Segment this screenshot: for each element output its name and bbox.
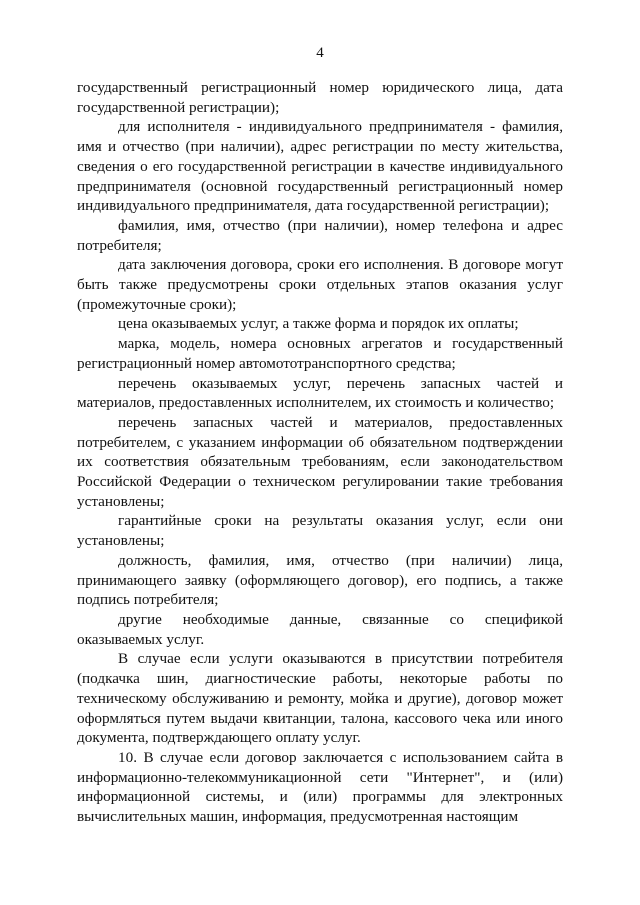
paragraph-consumer-details: фамилия, имя, отчество (при наличии), номер телефона и адрес потребителя; bbox=[77, 216, 563, 254]
paragraph-consumer-parts: перечень запасных частей и материалов, предоставленных потребителем, с указанием информации об обязательном подтверждении их соответствия обязательным требованиям, если законодательством Российской Федерации о техническом регулировании такие требования установлены; bbox=[77, 413, 563, 510]
paragraph-contract-date-terms: дата заключения договора, сроки его исполнения. В договоре могут быть также предусмотрены сроки отдельных этапов оказания услуг (промежуточные сроки); bbox=[77, 256, 563, 313]
paragraph-entrepreneur-details: для исполнителя - индивидуального предпринимателя - фамилия, имя и отчество (при наличии), адрес регистрации по месту жительства, сведения о его государственной регистрации в качестве индивидуального предпринимателя (основной государственный регистрационный номер индивидуального предпринимателя, дата государственной регистрации); bbox=[77, 118, 563, 215]
paragraph-vehicle-details: марка, модель, номера основных агрегатов и государственный регистрационный номер автомототранспортного средства; bbox=[77, 335, 563, 372]
paragraph-warranty: гарантийные сроки на результаты оказания услуг, если они установлены; bbox=[77, 512, 563, 550]
paragraph-legal-entity-registration: государственный регистрационный номер юридического лица, дата государственной регистрации); bbox=[77, 79, 563, 116]
paragraph-item-10-online-contract: 10. В случае если договор заключается с использованием сайта в информационно-телекоммуникационной сети "Интернет", и (или) информационной системы, и (или) программы для электронных вычислительных машин, информация, предусмотренная настоящим bbox=[77, 748, 563, 826]
paragraph-services-in-presence: В случае если услуги оказываются в присутствии потребителя (подкачка шин, диагностические работы, некоторые работы по техническому обслуживанию и ремонту, мойка и другие), договор может оформляться путем выдачи квитанции, талона, кассового чека или иного документа, подтверждающего оплату услуг. bbox=[77, 650, 563, 747]
paragraph-order-acceptor: должность, фамилия, имя, отчество (при наличии) лица, принимающего заявку (оформляющего договор), его подпись, а также подпись потребителя; bbox=[77, 551, 563, 609]
page-number: 4 bbox=[316, 45, 324, 61]
document-body bbox=[77, 78, 563, 827]
paragraph-services-executor-parts: перечень оказываемых услуг, перечень запасных частей и материалов, предоставленных исполнителем, их стоимость и количество; bbox=[77, 374, 563, 412]
paragraph-price-payment: цена оказываемых услуг, а также форма и порядок их оплаты; bbox=[118, 315, 519, 333]
paragraph-other-data: другие необходимые данные, связанные со спецификой оказываемых услуг. bbox=[77, 610, 563, 648]
